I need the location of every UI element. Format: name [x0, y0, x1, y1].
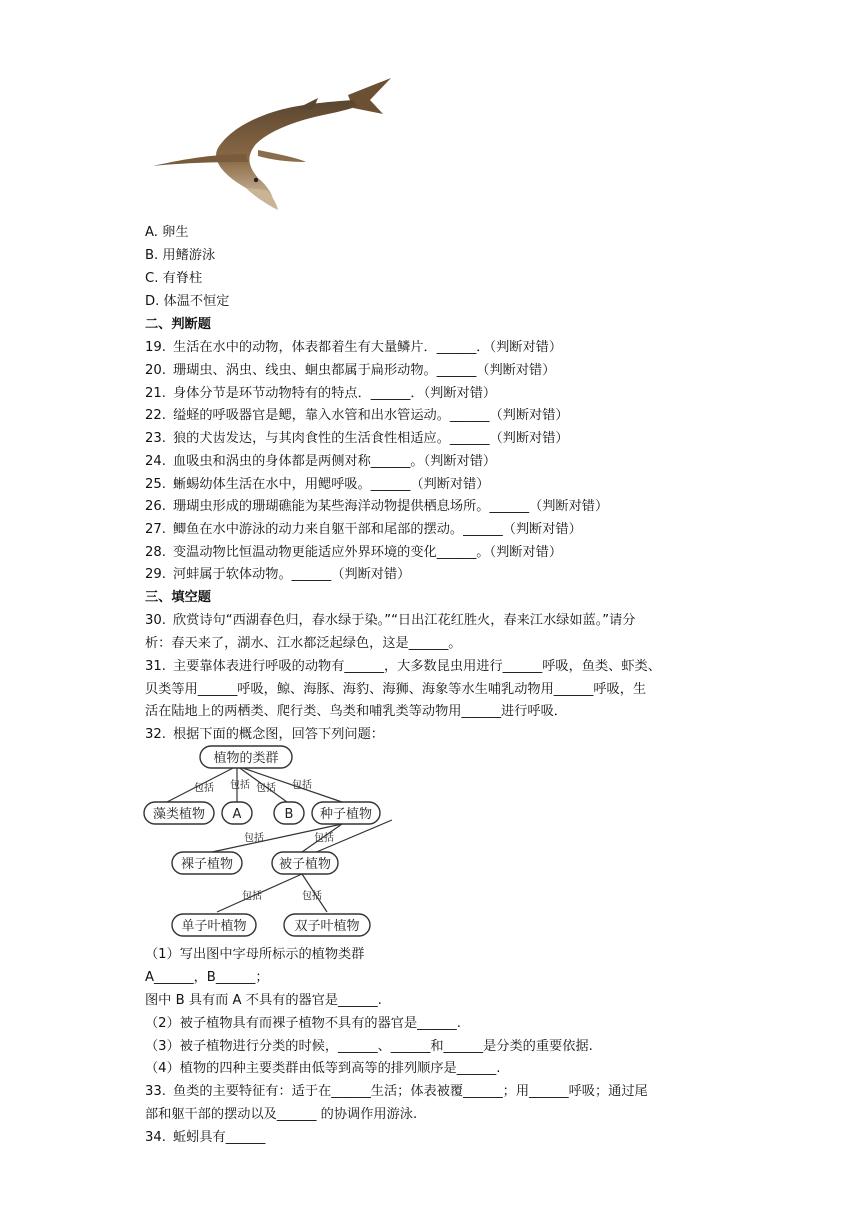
- diagram-node-monocots: [172, 914, 256, 936]
- question-30-line2: 析：春天来了，湖水、江水都泛起绿色，这是______。: [145, 636, 462, 651]
- diagram-include-label: 包括: [302, 891, 322, 902]
- question-31-line3: 活在陆地上的两栖类、爬行类、鸟类和哺乳类等动物用______进行呼吸．: [145, 704, 567, 719]
- diagram-node-algae: [144, 802, 214, 824]
- judge-question: 20. 珊瑚虫、涡虫、线虫、蛔虫都属于扁形动物。______（判断对错）: [145, 363, 556, 378]
- svg-text:B: B: [284, 807, 294, 822]
- judge-question: 21. 身体分节是环节动物特有的特点．______．（判断对错）: [145, 386, 497, 401]
- question-34: 34. 蚯蚓具有______: [145, 1130, 266, 1145]
- section-heading-fill: 三、填空题: [145, 590, 211, 605]
- judge-question: 28. 变温动物比恒温动物更能适应外界环境的变化______。（判断对错）: [145, 545, 563, 560]
- judge-question: 19. 生活在水中的动物，体表都着生有大量鳞片．______．（判断对错）: [145, 340, 563, 355]
- diagram-node-seed-plants: [312, 802, 380, 824]
- question-33-line1: 33. 鱼类的主要特征有：适于在______生活；体表被覆______；用______呼吸；通过尾: [145, 1084, 648, 1099]
- judge-question: 27. 鲫鱼在水中游泳的动力来自躯干部和尾部的摆动。______（判断对错）: [145, 522, 582, 537]
- svg-text:被子植物: 被子植物: [278, 857, 332, 872]
- question-32-sub4: （4）植物的四种主要类群由低等到高等的排列顺序是______.: [145, 1061, 501, 1076]
- option-d: D. 体温不恒定: [145, 294, 230, 309]
- diagram-include-label: 包括: [194, 783, 214, 794]
- judge-question: 24. 血吸虫和涡虫的身体都是两侧对称______。（判断对错）: [145, 454, 497, 469]
- diagram-node-gymnosperms: [172, 852, 242, 874]
- svg-text:藻类植物: 藻类植物: [152, 807, 206, 822]
- section-heading-judge: 二、判断题: [145, 317, 211, 332]
- svg-text:种子植物: 种子植物: [319, 807, 373, 822]
- question-32-sub1-answer: A______，B______；: [145, 970, 269, 985]
- question-32-sub3: （3）被子植物进行分类的时候，______、______和______是分类的重要依据.: [145, 1039, 593, 1054]
- question-33-line2: 部和躯干部的摆动以及______ 的协调作用游泳.: [145, 1107, 418, 1122]
- diagram-node-b: [274, 802, 304, 824]
- judge-question: 29. 河蚌属于软体动物。______（判断对错）: [145, 567, 411, 582]
- question-32-sub2: （2）被子植物具有而裸子植物不具有的器官是______.: [145, 1016, 461, 1031]
- judge-question: 22. 缢蛏的呼吸器官是鳃，靠入水管和出水管运动。______（判断对错）: [145, 408, 569, 423]
- diagram-node-root: [200, 746, 292, 768]
- diagram-include-label: 包括: [292, 780, 312, 791]
- diagram-node-angiosperms: [272, 852, 338, 874]
- diagram-include-label: 包括: [242, 891, 262, 902]
- option-b: B. 用鳍游泳: [145, 248, 216, 263]
- diagram-include-label: 包括: [314, 833, 334, 844]
- svg-text:裸子植物: 裸子植物: [180, 857, 234, 872]
- diagram-include-label: 包括: [230, 780, 250, 791]
- question-31-line1: 31. 主要靠体表进行呼吸的动物有______，大多数昆虫用进行______呼吸，鱼类、虾类、: [145, 659, 661, 674]
- judge-question: 26. 珊瑚虫形成的珊瑚礁能为某些海洋动物提供栖息场所。______（判断对错）: [145, 499, 609, 514]
- svg-text:植物的类群: 植物的类群: [213, 751, 279, 766]
- question-32-sub1: （1）写出图中字母所标示的植物类群: [145, 947, 365, 962]
- svg-text:双子叶植物: 双子叶植物: [294, 919, 360, 934]
- question-32-stem: 32. 根据下面的概念图，回答下列问题：: [145, 727, 384, 742]
- question-30-line1: 30. 欣赏诗句“西湖春色归，春水绿于染。”“日出江花红胜火，春来江水绿如蓝。”请分: [145, 613, 636, 628]
- svg-text:单子叶植物: 单子叶植物: [181, 919, 247, 934]
- question-32-sub1-organ: 图中 B 具有而 A 不具有的器官是______.: [145, 993, 382, 1008]
- plant-groups-concept-diagram: [142, 744, 397, 944]
- diagram-node-dicots: [284, 914, 370, 936]
- judge-question: 23. 狼的犬齿发达，与其肉食性的生活食性相适应。______（判断对错）: [145, 431, 569, 446]
- svg-text:A: A: [232, 807, 242, 822]
- option-c: C. 有脊柱: [145, 271, 203, 286]
- option-a: A. 卵生: [145, 225, 189, 240]
- judge-question: 25. 蜥蜴幼体生活在水中，用鳃呼吸。______（判断对错）: [145, 477, 490, 492]
- diagram-include-label: 包括: [244, 833, 264, 844]
- question-31-line2: 贝类等用______呼吸，鲸、海豚、海豹、海狮、海象等水生哺乳动物用______呼吸，生: [145, 682, 647, 697]
- sturgeon-fish-image: [148, 70, 398, 215]
- diagram-node-a: [222, 802, 252, 824]
- diagram-include-label: 包括: [256, 783, 276, 794]
